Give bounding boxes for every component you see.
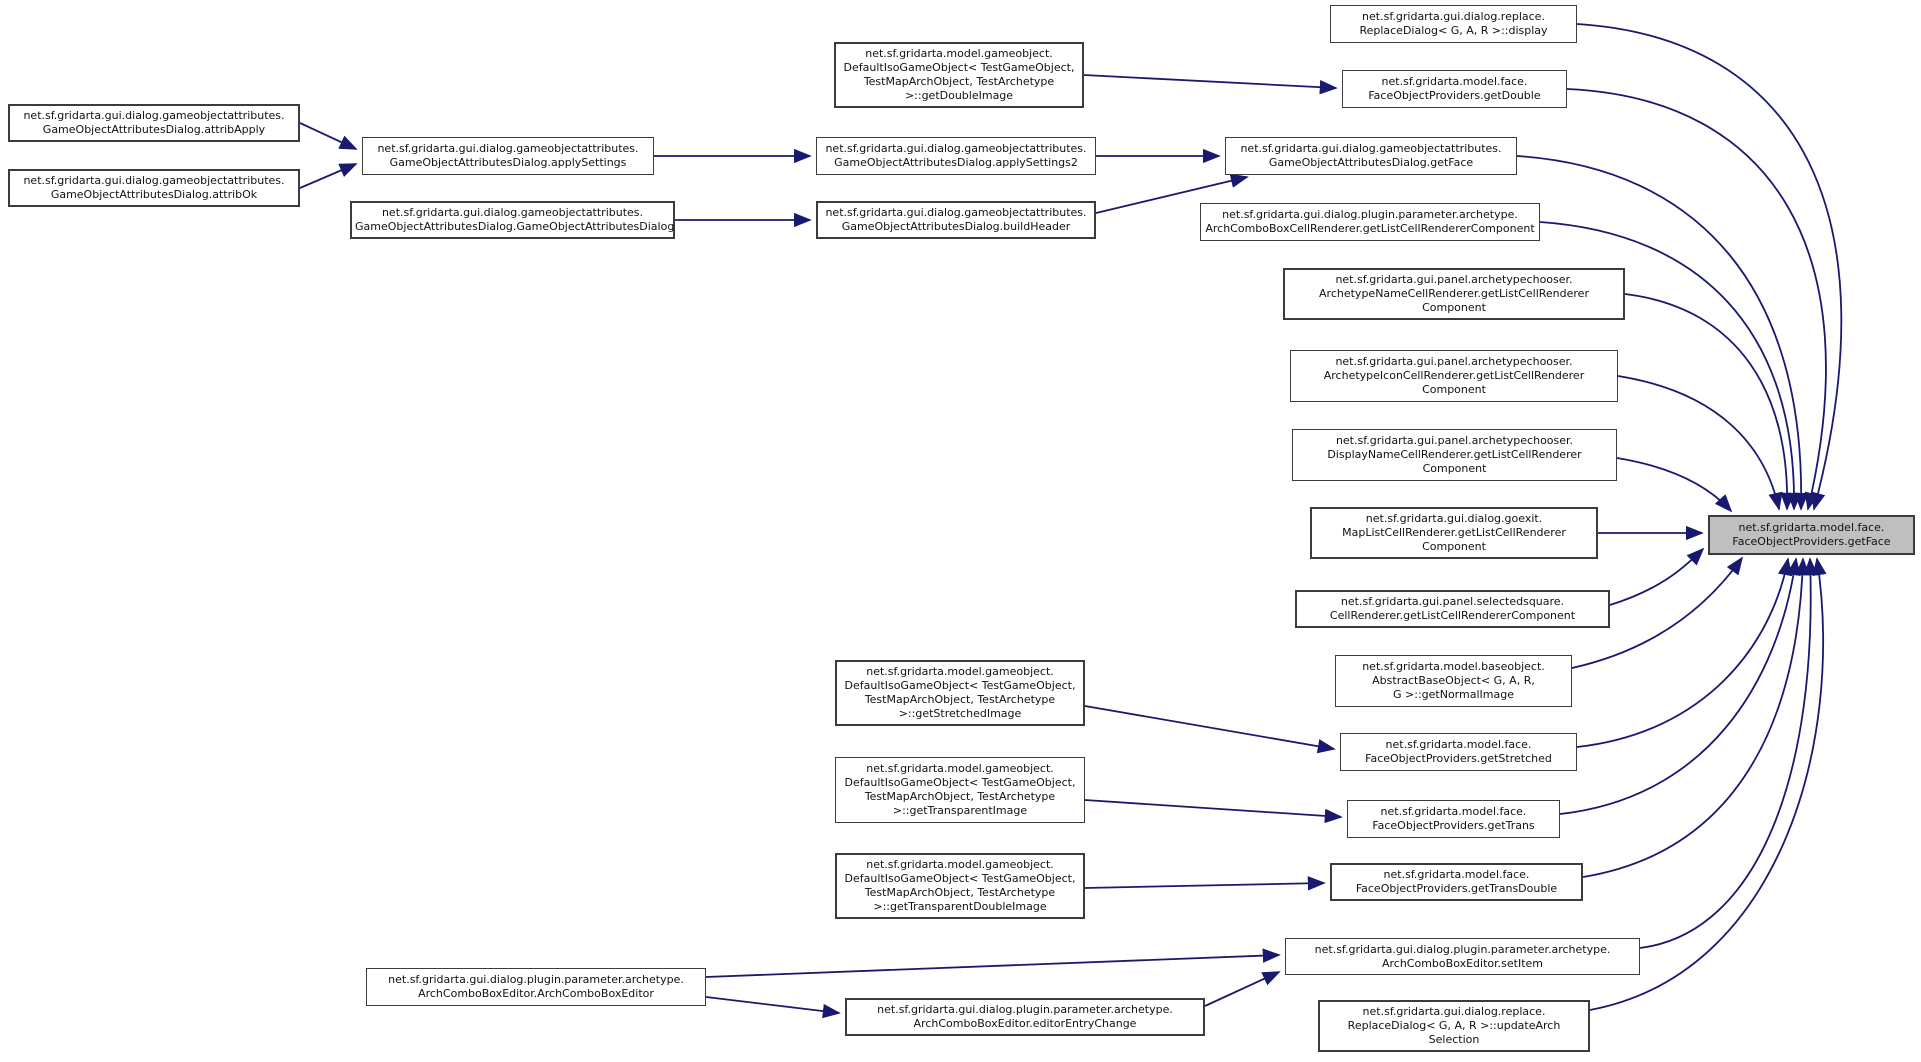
node-label-line: ArchComboBoxEditor.editorEntryChange: [913, 1017, 1137, 1030]
node-label-line: net.sf.gridarta.gui.dialog.replace.: [1362, 1005, 1546, 1018]
node-label-line: net.sf.gridarta.gui.dialog.gameobjectattributes.: [825, 206, 1087, 219]
graph-node-getNormalImage[interactable]: [1335, 655, 1572, 707]
node-label-line: net.sf.gridarta.model.gameobject.: [865, 47, 1053, 60]
graph-node-archetypeNameCR[interactable]: [1283, 268, 1625, 320]
node-label-line: net.sf.gridarta.gui.dialog.gameobjectattributes.: [23, 109, 285, 122]
graph-node-central: [1708, 515, 1915, 555]
graph-node-getDouble[interactable]: [1342, 70, 1567, 108]
node-label-line: DisplayNameCellRenderer.getListCellRenderer: [1327, 448, 1582, 461]
node-label-line: DefaultIsoGameObject< TestGameObject,: [844, 679, 1076, 692]
edge-getTransDouble-to-central: [1583, 559, 1803, 877]
node-label-line: GameObjectAttributesDialog.attribOk: [50, 188, 258, 201]
node-label-line: G >::getNormalImage: [1393, 688, 1514, 701]
edge-setItem-to-central: [1640, 559, 1811, 948]
node-label-line: FaceObjectProviders.getStretched: [1365, 752, 1552, 765]
node-label-line: net.sf.gridarta.gui.dialog.replace.: [1362, 10, 1545, 23]
graph-node-attribOk[interactable]: [8, 169, 300, 207]
node-label-line: AbstractBaseObject< G, A, R,: [1372, 674, 1535, 687]
node-label-line: net.sf.gridarta.gui.panel.selectedsquare.: [1340, 595, 1565, 608]
node-label-line: net.sf.gridarta.gui.dialog.gameobjectattributes.: [825, 142, 1087, 155]
graph-node-archComboCR[interactable]: [1200, 203, 1540, 241]
graph-node-getTransparentImage[interactable]: [835, 757, 1085, 823]
graph-node-getTransDouble[interactable]: [1330, 863, 1583, 901]
graph-node-buildHeader[interactable]: [816, 201, 1096, 239]
node-label-line: FaceObjectProviders.getDouble: [1368, 89, 1541, 102]
node-label-line: net.sf.gridarta.gui.dialog.goexit.: [1365, 512, 1543, 525]
graph-node-cellRendererSS[interactable]: [1295, 590, 1610, 628]
graph-node-getStretchedImage[interactable]: [835, 660, 1085, 726]
node-label-line: GameObjectAttributesDialog.applySettings2: [834, 156, 1078, 169]
node-label-line: MapListCellRenderer.getListCellRenderer: [1342, 526, 1566, 539]
edge-getTransparentImage-to-getTrans: [1085, 800, 1341, 817]
edge-getDoubleImage-to-getDouble: [1084, 75, 1336, 88]
node-label-line: GameObjectAttributesDialog.applySettings: [389, 156, 627, 169]
node-label-line: net.sf.gridarta.model.baseobject.: [1362, 660, 1545, 673]
node-label-line: Component: [1422, 383, 1486, 396]
node-label-line: DefaultIsoGameObject< TestGameObject,: [844, 776, 1076, 789]
graph-node-setItem[interactable]: [1285, 938, 1640, 975]
node-label-line: FaceObjectProviders.getTrans: [1372, 819, 1535, 832]
graph-node-editorCtor[interactable]: [366, 968, 706, 1006]
node-label-line: >::getTransparentDoubleImage: [873, 900, 1047, 913]
node-label-line: Component: [1422, 540, 1486, 553]
graph-node-archetypeIconCR[interactable]: [1290, 350, 1618, 402]
node-label-line: GameObjectAttributesDialog.buildHeader: [841, 220, 1071, 233]
node-label-line: Selection: [1428, 1033, 1480, 1046]
node-label-line: net.sf.gridarta.gui.dialog.gameobjectattributes.: [377, 142, 639, 155]
node-label-line: net.sf.gridarta.gui.dialog.plugin.parameter.archetype.: [388, 973, 684, 986]
node-label-line: net.sf.gridarta.model.gameobject.: [866, 858, 1054, 871]
node-label-line: net.sf.gridarta.gui.dialog.gameobjectattributes.: [1240, 142, 1502, 155]
node-label-line: DefaultIsoGameObject< TestGameObject,: [844, 872, 1076, 885]
graph-node-dialogGetFace[interactable]: [1225, 137, 1517, 175]
node-label-line: net.sf.gridarta.model.gameobject.: [866, 665, 1054, 678]
graph-node-ctorDialog[interactable]: [350, 201, 675, 239]
edge-attribOk-to-applySettings: [300, 164, 356, 188]
node-label-line: Component: [1422, 301, 1486, 314]
node-label-line: net.sf.gridarta.model.gameobject.: [866, 762, 1054, 775]
node-label-line: net.sf.gridarta.model.face.: [1380, 805, 1527, 818]
node-label-line: net.sf.gridarta.model.face.: [1383, 868, 1530, 881]
graph-node-updateArchSel[interactable]: [1318, 1000, 1590, 1052]
node-label-line: DefaultIsoGameObject< TestGameObject,: [843, 61, 1075, 74]
node-label-line: net.sf.gridarta.gui.dialog.plugin.parameter.archetype.: [1314, 942, 1611, 956]
node-label-line: GameObjectAttributesDialog.getFace: [1268, 156, 1474, 169]
node-label-line: ReplaceDialog< G, A, R >::updateArch: [1347, 1019, 1561, 1032]
node-label-line: >::getTransparentImage: [892, 804, 1028, 817]
graph-node-applySettings[interactable]: [362, 137, 654, 175]
edge-archetypeNameCR-to-central: [1625, 294, 1787, 509]
edge-editorCtor-to-editorEntryChange: [706, 997, 839, 1013]
edge-archetypeIconCR-to-central: [1618, 376, 1779, 509]
node-label-line: net.sf.gridarta.model.face.: [1738, 521, 1885, 534]
edge-attribApply-to-applySettings: [300, 123, 356, 149]
edge-editorEntryChange-to-setItem: [1205, 972, 1279, 1006]
node-label-line: FaceObjectProviders.getFace: [1732, 535, 1891, 548]
edge-getTransparentDoubleImage-to-getTransDouble: [1085, 883, 1324, 888]
node-label-line: ArchComboBoxEditor.setItem: [1381, 956, 1543, 970]
graph-node-getStretched[interactable]: [1340, 733, 1577, 771]
graph-node-getTransparentDoubleImage[interactable]: [835, 853, 1085, 919]
node-label-line: ArchetypeIconCellRenderer.getListCellRenderer: [1323, 369, 1585, 382]
node-label-line: net.sf.gridarta.gui.panel.archetypechooser.: [1335, 273, 1573, 286]
node-label-line: net.sf.gridarta.gui.panel.archetypechooser.: [1335, 434, 1574, 447]
node-label-line: GameObjectAttributesDialog.attribApply: [42, 123, 266, 136]
node-label-line: net.sf.gridarta.model.face.: [1381, 75, 1528, 88]
node-label-line: TestMapArchObject, TestArchetype: [864, 693, 1056, 706]
node-label-line: Component: [1422, 462, 1487, 475]
node-label-line: >::getStretchedImage: [898, 707, 1022, 720]
node-label-line: net.sf.gridarta.gui.dialog.gameobjectattributes.: [381, 206, 644, 219]
node-label-line: GameObjectAttributesDialog.GameObjectAttributesDialog: [355, 220, 675, 233]
node-label-line: TestMapArchObject, TestArchetype: [863, 75, 1055, 88]
node-label-line: ReplaceDialog< G, A, R >::display: [1359, 24, 1548, 37]
node-label-line: net.sf.gridarta.gui.dialog.plugin.parameter.archetype.: [877, 1003, 1173, 1016]
node-label-line: TestMapArchObject, TestArchetype: [864, 790, 1056, 803]
graph-node-attribApply[interactable]: [8, 104, 300, 142]
node-label-line: net.sf.gridarta.model.face.: [1385, 738, 1532, 751]
graph-node-displayNameCR[interactable]: [1292, 429, 1617, 481]
graph-node-display[interactable]: [1330, 5, 1577, 43]
graph-node-applySettings2[interactable]: [816, 137, 1096, 175]
graph-node-getTrans[interactable]: [1347, 800, 1560, 838]
node-label-line: ArchComboBoxCellRenderer.getListCellRendererComponent: [1205, 222, 1535, 235]
graph-node-getDoubleImage[interactable]: [834, 42, 1084, 108]
node-label-line: net.sf.gridarta.gui.panel.archetypechooser.: [1335, 355, 1573, 368]
node-label-line: >::getDoubleImage: [904, 89, 1014, 102]
edge-cellRendererSS-to-central: [1610, 549, 1703, 605]
edge-displayNameCR-to-central: [1617, 458, 1731, 511]
node-label-line: net.sf.gridarta.gui.dialog.gameobjectattributes.: [23, 174, 285, 187]
edge-getStretchedImage-to-getStretched: [1085, 706, 1334, 749]
node-label-line: CellRenderer.getListCellRendererComponent: [1329, 609, 1576, 622]
node-label-line: TestMapArchObject, TestArchetype: [864, 886, 1056, 899]
node-label-line: ArchComboBoxEditor.ArchComboBoxEditor: [418, 987, 654, 1000]
node-label-line: net.sf.gridarta.gui.dialog.plugin.parameter.archetype.: [1222, 208, 1518, 221]
edge-getStretched-to-central: [1577, 559, 1788, 747]
node-label-line: FaceObjectProviders.getTransDouble: [1355, 882, 1558, 895]
graph-node-editorEntryChange[interactable]: [845, 998, 1205, 1036]
graph-node-mapListCR[interactable]: [1310, 507, 1598, 559]
node-label-line: ArchetypeNameCellRenderer.getListCellRenderer: [1319, 287, 1589, 300]
edge-editorCtor-to-setItem: [706, 955, 1279, 977]
